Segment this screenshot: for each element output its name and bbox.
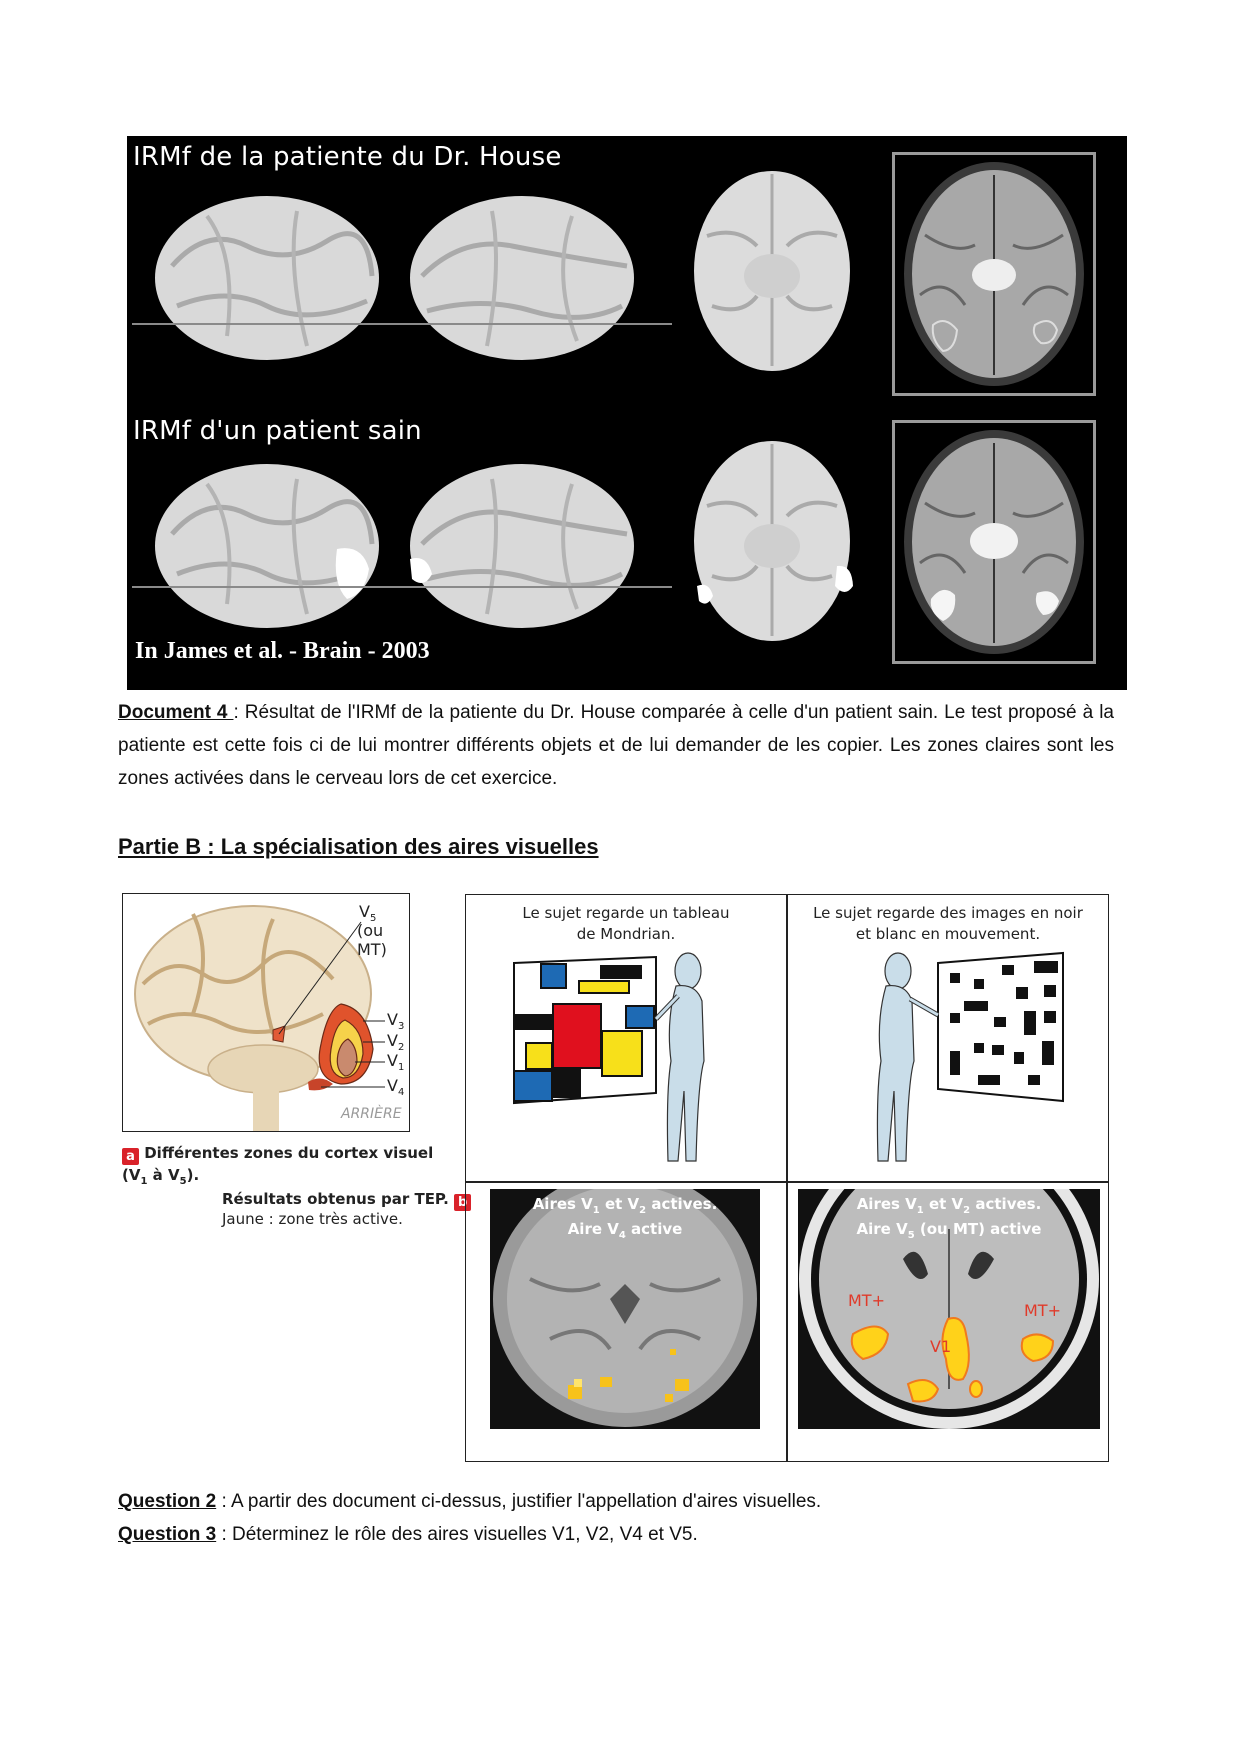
- scan-mondrian-caption: Aires $V_1$ et $V_2$ actives. Aire $V_4$ active: [532, 1195, 718, 1241]
- figure-a-caption: a Différentes zones du cortex visuel: [122, 1144, 433, 1165]
- mri-slice-healthy: [892, 420, 1096, 664]
- question-2: [118, 1491, 821, 1513]
- person-figure-icon: [877, 953, 938, 1161]
- question-3: [118, 1524, 698, 1546]
- brain-ventral-patient-image: [687, 166, 857, 376]
- label-v5: $V_5$: [359, 902, 377, 925]
- brain-ventral-healthy-image: [687, 436, 857, 646]
- slice-level-line: [132, 586, 672, 588]
- label-v4: $V_4$: [387, 1076, 405, 1099]
- figure-a-caption-line2: ($V_1$ à $V_5$).: [122, 1166, 200, 1187]
- fmri-patient-title: IRMf de la patiente du Dr. House: [133, 142, 562, 172]
- section-heading-partie-b: Partie B : La spécialisation des aires visuelles: [118, 834, 599, 859]
- label-back: ARRIÈRE: [341, 1106, 402, 1122]
- person-figure-icon: [656, 953, 704, 1161]
- tag-mt-right: MT+: [1024, 1301, 1061, 1320]
- slice-level-line: [132, 323, 672, 325]
- document-4-label: Document 4: [118, 702, 234, 723]
- brain-lateral-left-healthy-image: [147, 454, 387, 644]
- label-v3: $V_3$: [387, 1010, 405, 1033]
- question-2-label: Question 2: [118, 1491, 217, 1512]
- cell-motion: [788, 895, 1108, 1181]
- label-v5-mt: (ou MT): [357, 921, 387, 959]
- question-2-text: : A partir des document ci-dessus, justifier l'appellation d'aires visuelles.: [216, 1491, 822, 1512]
- pet-scan-mondrian-image: [490, 1189, 760, 1429]
- figure-b-badge: b: [454, 1194, 471, 1211]
- cell-mondrian-caption: Le sujet regarde un tableau de Mondrian.: [522, 904, 730, 943]
- brain-lateral-right-healthy-image: [402, 454, 642, 644]
- fmri-healthy-title: IRMf d'un patient sain: [133, 416, 422, 446]
- cell-motion-caption: Le sujet regarde des images en noir et blanc en mouvement.: [813, 904, 1083, 943]
- figure-b-caption: Résultats obtenus par TEP. b: [222, 1190, 471, 1211]
- tag-v1: V1: [930, 1337, 952, 1356]
- cell-scan-motion: [788, 1183, 1108, 1461]
- mondrian-scene-image: [466, 951, 786, 1181]
- figure-a-badge: a: [122, 1148, 139, 1165]
- document-4-text: : Résultat de l'IRMf de la patiente du Dr. House comparée à celle d'un patient sain. Le test proposé à la patiente est cette fois ci de lui montrer différents objets et de lui demander de les copier. Les zones claires sont les zones activées dans le cerveau lors de cet exercice.: [118, 702, 1114, 789]
- tep-results-grid: [465, 894, 1109, 1462]
- question-3-label: Question 3: [118, 1524, 217, 1545]
- brain-lateral-right-patient-image: [402, 186, 642, 376]
- question-3-text: : Déterminez le rôle des aires visuelles V1, V2, V4 et V5.: [216, 1524, 698, 1545]
- figure-b-caption-legend: Jaune : zone très active.: [222, 1210, 403, 1228]
- cell-scan-mondrian: [466, 1183, 786, 1461]
- label-v1: $V_1$: [387, 1051, 405, 1074]
- cell-mondrian: [466, 895, 786, 1181]
- document-4-caption: [118, 696, 1114, 795]
- motion-scene-image: [788, 951, 1108, 1181]
- label-v2: $V_2$: [387, 1031, 405, 1054]
- figure-credit: In James et al. - Brain - 2003: [135, 638, 430, 664]
- scan-motion-caption: Aires $V_1$ et $V_2$ actives. Aire $V_5$ (ou MT) active: [856, 1195, 1042, 1241]
- visual-cortex-diagram: [122, 893, 410, 1132]
- pet-scan-motion-image: [798, 1189, 1100, 1429]
- mri-slice-patient: [892, 152, 1096, 396]
- brain-lateral-left-patient-image: [147, 186, 387, 376]
- tag-mt-left: MT+: [848, 1291, 885, 1310]
- fmri-comparison-figure: [127, 136, 1127, 690]
